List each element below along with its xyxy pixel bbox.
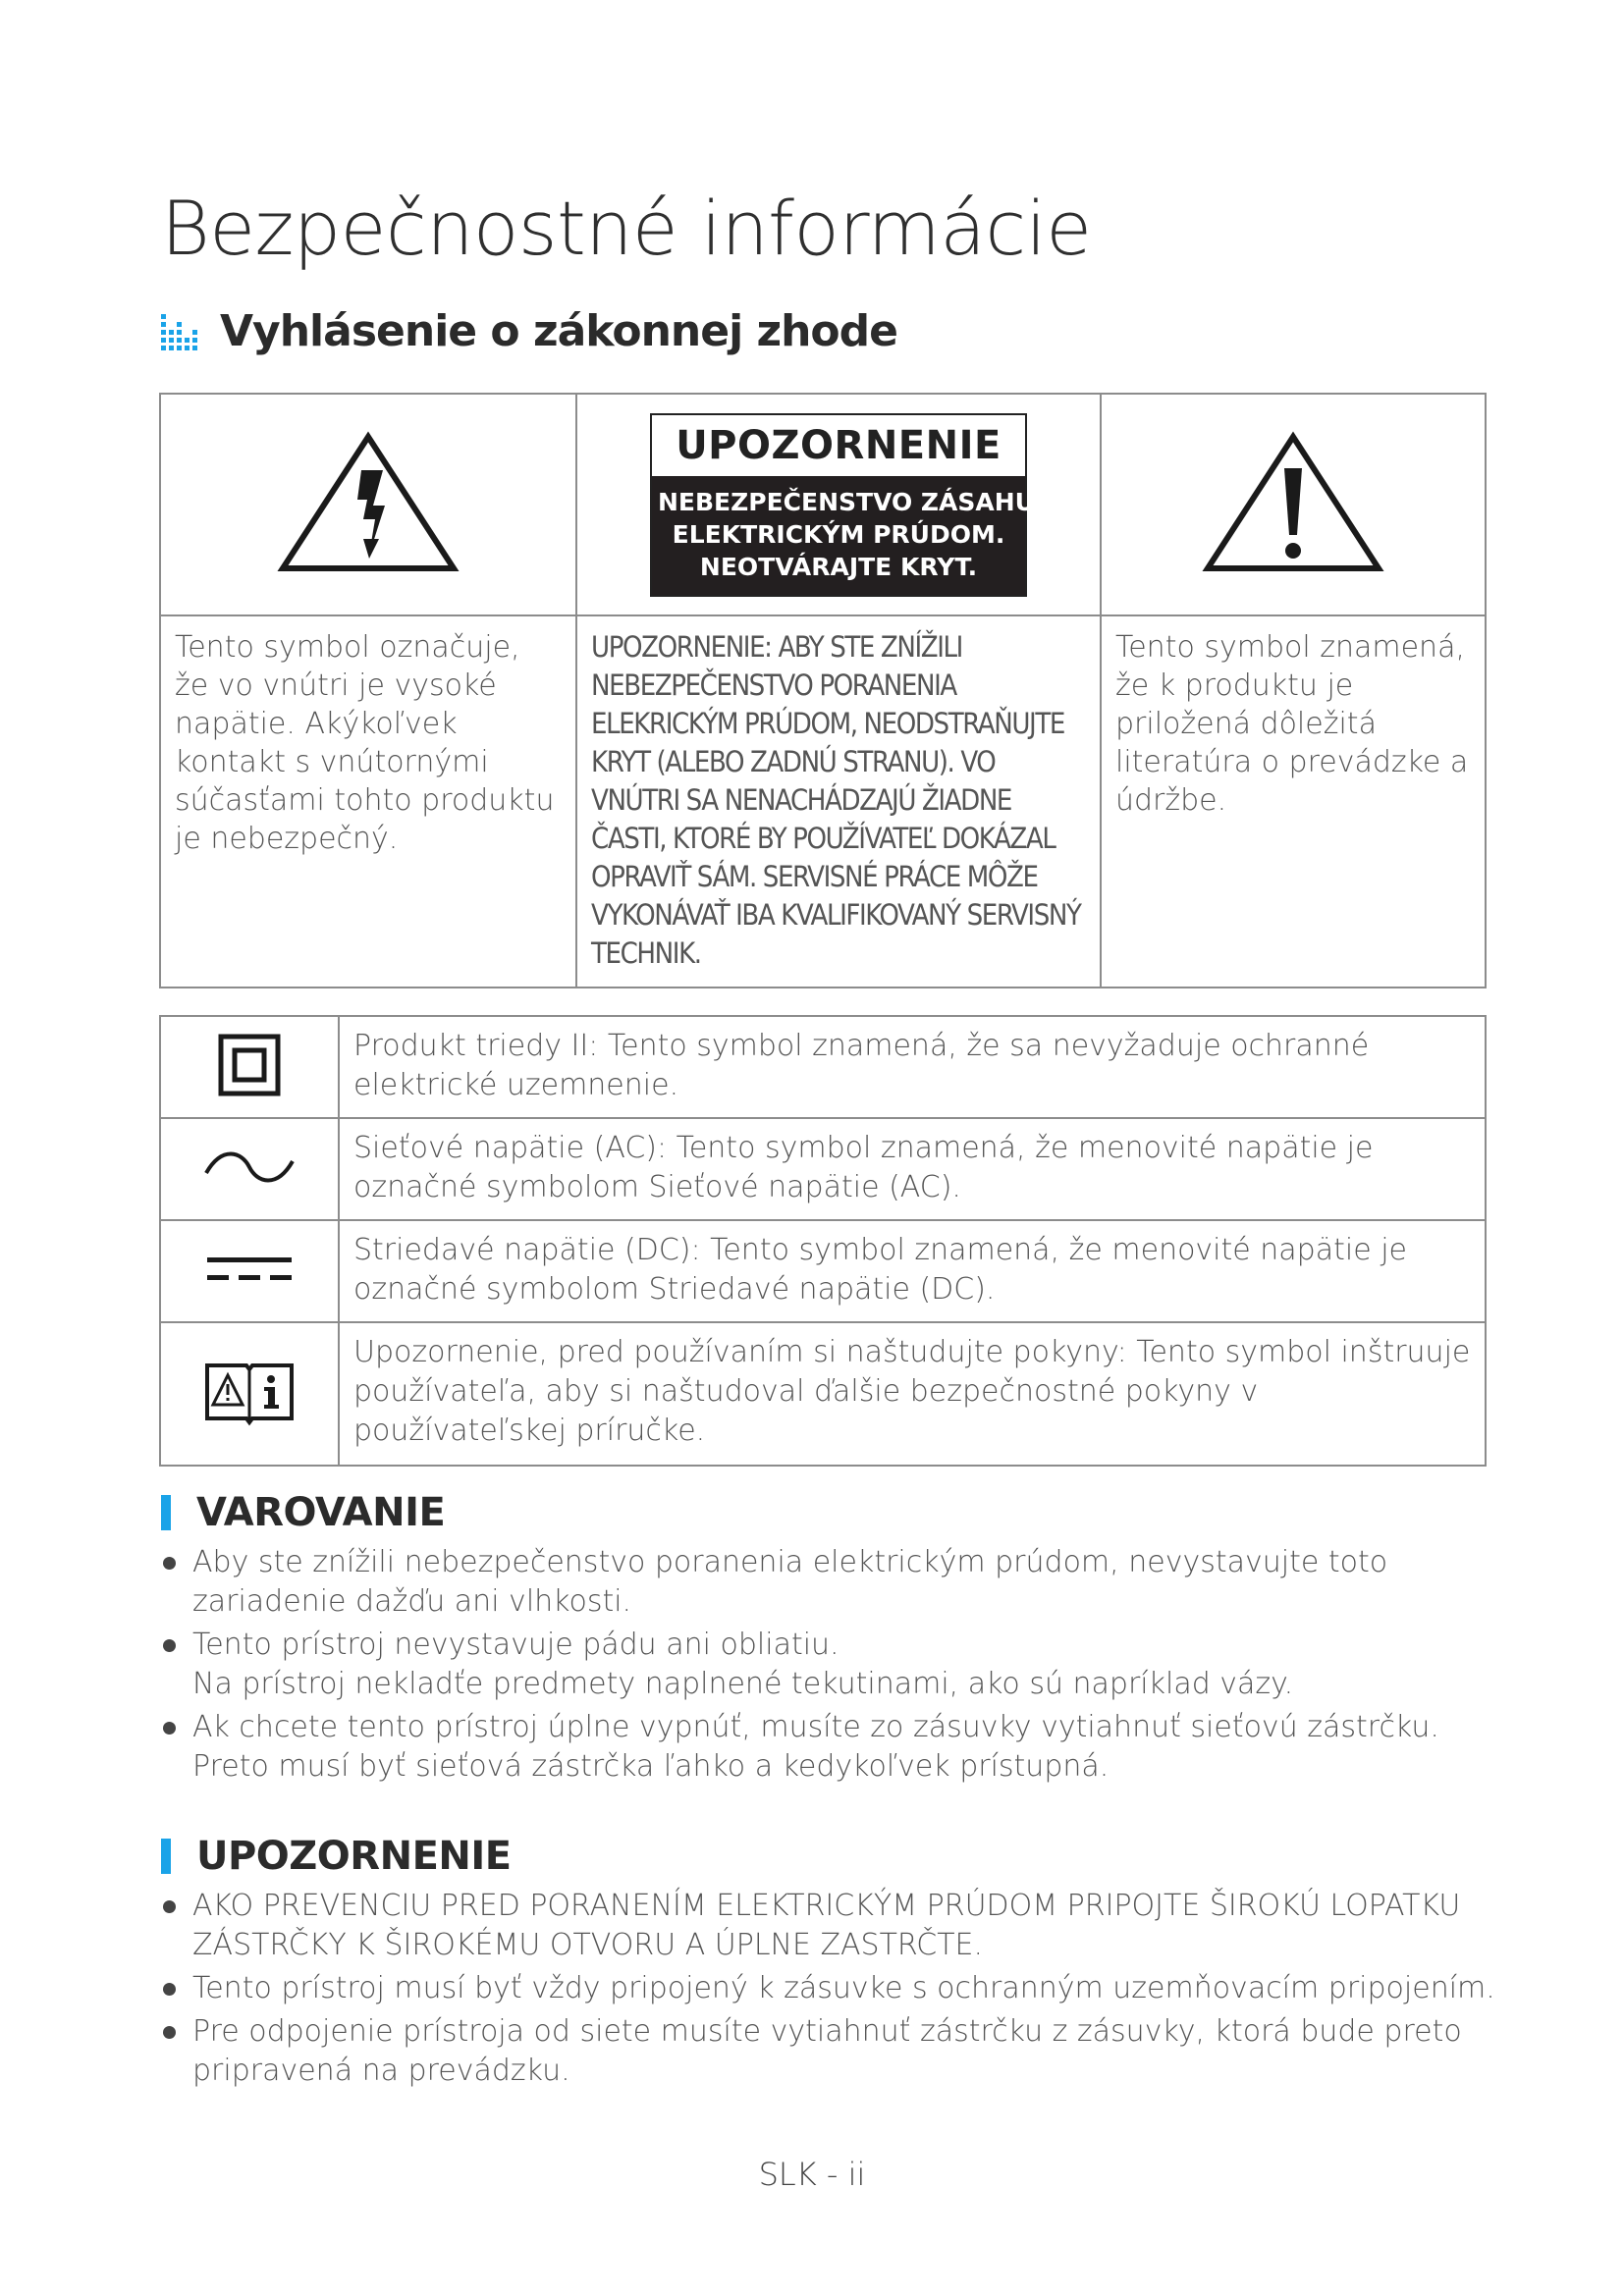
- read-manual-icon: [203, 1358, 296, 1426]
- list-item-text: Ak chcete tento prístroj úplne vypnúť, musíte zo zásuvky vytiahnuť sieťovú zástrčku. Preto musí byť sieťová zástrčka ľahko a kedykoľvek prístupná.: [192, 1710, 1439, 1784]
- exclamation-description: Tento symbol znamená, že k produktu je priložená dôležitá literatúra o prevádzke a údržbe.: [1101, 615, 1486, 988]
- dc-voltage-icon: [205, 1252, 294, 1287]
- symbol-row: [160, 1220, 1486, 1322]
- list-item: [161, 1543, 1516, 1622]
- exclamation-cell: [1101, 394, 1486, 615]
- varovanie-title: VAROVANIE: [196, 1490, 446, 1535]
- list-item-text: Pre odpojenie prístroja od siete musíte vytiahnuť zástrčku z zásuvky, ktorá bude preto pripravená na prevádzku.: [192, 2014, 1462, 2088]
- varovanie-heading: [161, 1490, 445, 1535]
- symbol-description: Striedavé napätie (DC): Tento symbol znamená, že menovité napätie je označné symbolom Striedavé napätie (DC).: [339, 1220, 1486, 1322]
- bullet-icon: [163, 1639, 176, 1652]
- list-item-text: Aby ste znížili nebezpečenstvo poranenia elektrickým prúdom, nevystavujte toto zariadenie dažďu ani vlhkosti.: [192, 1545, 1388, 1619]
- caution-line: ELEKTRICKÝM PRÚDOM.: [672, 519, 1005, 549]
- class-ii-icon: [218, 1034, 281, 1096]
- upozornenie-list: [161, 1887, 1516, 2095]
- symbol-cell: [160, 1220, 339, 1322]
- upozornenie-heading: [161, 1834, 512, 1879]
- symbol-description: Upozornenie, pred používaním si naštudujte pokyny: Tento symbol inštruuje používateľa, aby si naštudoval ďalšie bezpečnostné pokyny v používateľskej príručke.: [339, 1322, 1486, 1466]
- warning-table: [159, 393, 1487, 988]
- equalizer-icon: [161, 312, 202, 351]
- list-item: [161, 1969, 1516, 2008]
- symbol-cell: [160, 1118, 339, 1220]
- exclamation-warning-icon: [1202, 429, 1384, 576]
- upozornenie-title: UPOZORNENIE: [196, 1834, 512, 1879]
- accent-bar: [161, 1839, 171, 1874]
- section-title: Vyhlásenie o zákonnej zhode: [220, 306, 897, 356]
- symbol-row: [160, 1118, 1486, 1220]
- caution-label-title: UPOZORNENIE: [676, 422, 1001, 468]
- symbol-cell: [160, 1322, 339, 1466]
- caution-label-body: [652, 476, 1035, 595]
- list-item-text: AKO PREVENCIU PRED PORANENÍM ELEKTRICKÝM PRÚDOM PRIPOJTE ŠIROKÚ LOPATKU ZÁSTRČKY K ŠIROKÉMU OTVORU A ÚPLNE ZASTRČTE.: [192, 1889, 1461, 1962]
- symbol-cell: [160, 1016, 339, 1118]
- caution-label-box: [650, 413, 1035, 597]
- list-item-text: Na prístroj nekladťe predmety naplnené tekutinami, ako sú napríklad vázy.: [192, 1667, 1294, 1701]
- lightning-description: Tento symbol označuje, že vo vnútri je vysoké napätie. Akýkoľvek kontakt s vnútornými súčasťami tohto produktu je nebezpečný.: [160, 615, 576, 988]
- list-item: [161, 1708, 1516, 1787]
- caution-line: NEOTVÁRAJTE KRYT.: [699, 552, 978, 581]
- list-item: [161, 2012, 1516, 2091]
- symbol-description: Sieťové napätie (AC): Tento symbol znamená, že menovité napätie je označné symbolom Sieťové napätie (AC).: [339, 1118, 1486, 1220]
- list-item: [161, 1887, 1516, 1965]
- lightning-cell: [160, 394, 576, 615]
- page-title: Bezpečnostné informácie: [161, 185, 1092, 272]
- lightning-warning-icon: [277, 429, 460, 576]
- ac-voltage-icon: [202, 1148, 297, 1187]
- caution-cell: [576, 394, 1101, 615]
- symbol-description: Produkt triedy II: Tento symbol znamená, že sa nevyžaduje ochranné elektrické uzemnenie.: [339, 1016, 1486, 1118]
- caution-description: UPOZORNENIE: ABY STE ZNÍŽILI NEBEZPEČENSTVO PORANENIA ELEKRICKÝM PRÚDOM, NEODSTRAŇUJTE KRYT (ALEBO ZADNÚ STRANU). VO VNÚTRI SA NENACHÁDZAJÚ ŽIADNE ČASTI, KTORÉ BY POUŽÍVATEĽ DOKÁZAL OPRAVIŤ SÁM. SERVISNÉ PRÁCE MÔŽE VYKONÁVAŤ IBA KVALIFIKOVANÝ SERVISNÝ TECHNIK.: [576, 615, 1101, 988]
- bullet-icon: [163, 1722, 176, 1735]
- bullet-icon: [163, 1983, 176, 1996]
- page-number: SLK - ii: [758, 2156, 866, 2193]
- symbols-table: [159, 1015, 1487, 1467]
- accent-bar: [161, 1495, 171, 1530]
- list-item-text: Tento prístroj musí byť vždy pripojený k zásuvke s ochranným uzemňovacím pripojením.: [192, 1971, 1495, 2005]
- caution-line: NEBEZPEČENSTVO ZÁSAHU: [658, 487, 1035, 516]
- section-heading: [161, 306, 897, 356]
- bullet-icon: [163, 2026, 176, 2039]
- symbol-row: [160, 1016, 1486, 1118]
- symbol-row: [160, 1322, 1486, 1466]
- varovanie-list: [161, 1543, 1516, 1790]
- list-item-text: Tento prístroj nevystavuje pádu ani obliatiu.: [192, 1628, 839, 1662]
- bullet-icon: [163, 1557, 176, 1570]
- bullet-icon: [163, 1900, 176, 1913]
- list-item: [161, 1626, 1516, 1704]
